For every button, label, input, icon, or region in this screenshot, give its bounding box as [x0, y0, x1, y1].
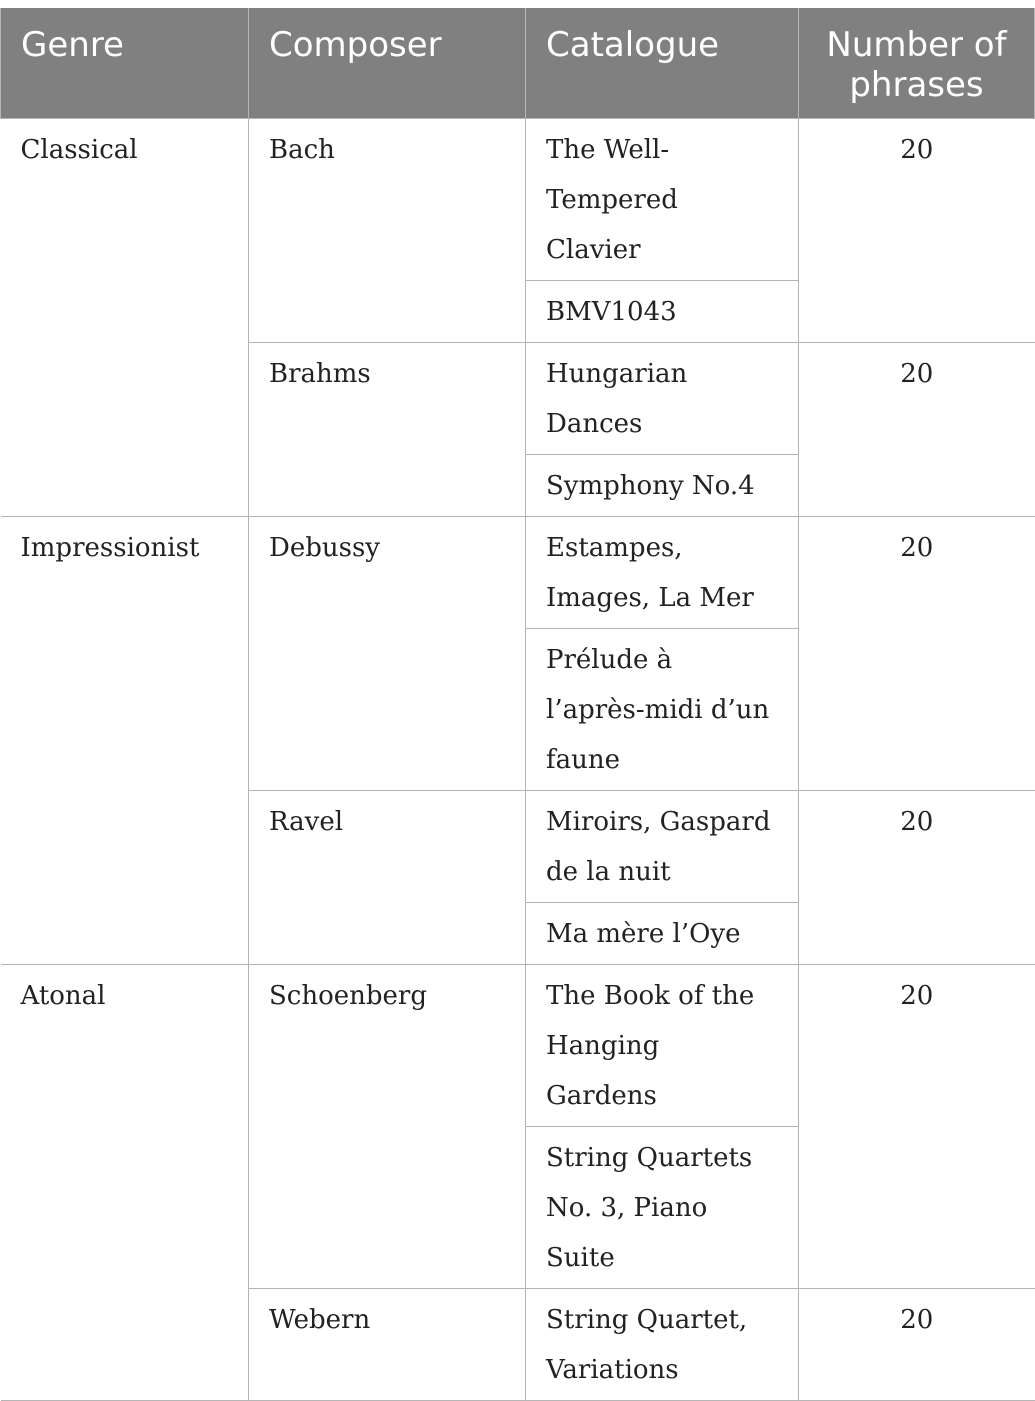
catalogue-cell: String Quartet, Variations: [526, 1289, 799, 1401]
phrases-cell: 20: [799, 965, 1035, 1289]
catalogue-cell: The Book of the Hanging Gardens: [526, 965, 799, 1127]
phrases-cell: 20: [799, 517, 1035, 791]
genre-cell: Classical: [1, 119, 249, 517]
header-number-line2: phrases: [849, 65, 984, 105]
catalogue-cell: Ma mère l’Oye: [526, 903, 799, 965]
table-row: [1, 517, 1035, 629]
phrases-cell: 20: [799, 791, 1035, 965]
header-row: [1, 8, 1035, 119]
catalogue-cell: The Well-Tempered Clavier: [526, 119, 799, 281]
composer-cell: Webern: [249, 1289, 526, 1401]
catalogue-cell: BMV1043: [526, 281, 799, 343]
genre-cell: Atonal: [1, 965, 249, 1401]
composer-cell: Debussy: [249, 517, 526, 791]
catalogue-cell: Prélude à l’après-midi d’un faune: [526, 629, 799, 791]
catalogue-cell: String Quartets No. 3, Piano Suite: [526, 1127, 799, 1289]
catalogue-cell: Estampes, Images, La Mer: [526, 517, 799, 629]
catalogue-cell: Hungarian Dances: [526, 343, 799, 455]
phrases-cell: 20: [799, 119, 1035, 343]
header-genre: Genre: [1, 8, 249, 119]
composer-cell: Schoenberg: [249, 965, 526, 1289]
table-row: [1, 119, 1035, 281]
catalogue-cell: Symphony No.4: [526, 455, 799, 517]
table-row: [1, 965, 1035, 1127]
composer-cell: Ravel: [249, 791, 526, 965]
table-header: [1, 8, 1035, 119]
composer-cell: Bach: [249, 119, 526, 343]
table-container: [0, 8, 1035, 1401]
phrases-cell: 20: [799, 1289, 1035, 1401]
composer-cell: Brahms: [249, 343, 526, 517]
genre-cell: Impressionist: [1, 517, 249, 965]
phrases-cell: 20: [799, 343, 1035, 517]
header-catalogue: Catalogue: [526, 8, 799, 119]
table-body: [1, 119, 1035, 1401]
phrases-table: [0, 8, 1035, 1401]
catalogue-cell: Miroirs, Gaspard de la nuit: [526, 791, 799, 903]
header-number-line1: Number of: [826, 25, 1007, 65]
header-composer: Composer: [249, 8, 526, 119]
header-number-of-phrases: [799, 8, 1035, 119]
